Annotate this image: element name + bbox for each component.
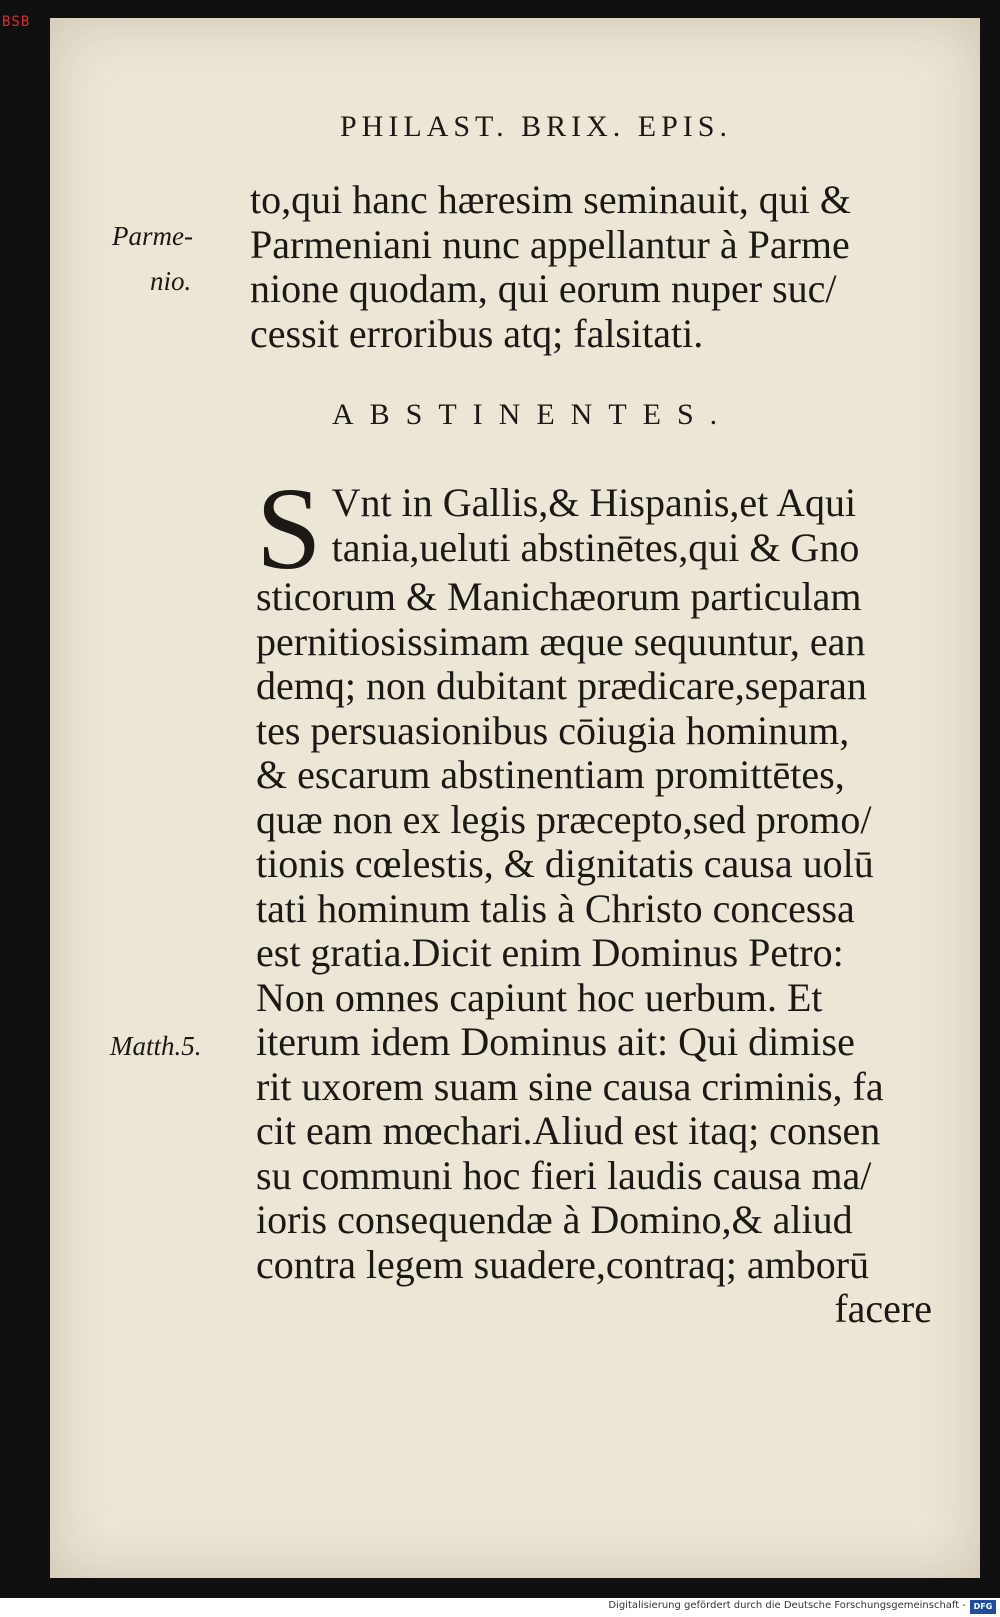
text-line: Vnt in Gallis,& Hispanis,et Aqui: [331, 481, 857, 525]
text-line: & escarum abstinentiam promittētes,: [256, 753, 845, 797]
text-line: iterum idem Dominus ait: Qui dimise: [256, 1020, 855, 1064]
margin-note-matth: Matth.5.: [110, 1031, 202, 1061]
text-line: tes persuasionibus cōiugia hominum,: [256, 708, 850, 753]
book-page: [50, 18, 980, 1578]
text-line: Non omnes capiunt hoc uerbum. Et: [256, 975, 823, 1020]
margin-note-parmenio-2: nio.: [150, 266, 192, 296]
catchword: facere: [834, 1287, 932, 1331]
text-line: cit eam mœchari.Aliud est itaq; consen: [256, 1109, 881, 1153]
main-text-block: [256, 463, 932, 1332]
text-line: contra legem suadere,contraq; amborū: [256, 1242, 870, 1287]
running-head: PHILAST. BRIX. EPIS.: [340, 110, 732, 143]
dfg-logo: DFG: [970, 1600, 996, 1614]
text-line: demq; non dubitant prædicare,separan: [256, 664, 867, 708]
text-line: Parmeniani nunc appellantur à Parme: [250, 222, 850, 267]
text-line: su communi hoc fieri laudis causa ma/: [256, 1153, 872, 1198]
text-line: cessit erroribus atq; falsitati.: [250, 311, 704, 356]
text-line: sticorum & Manichæorum particulam: [256, 575, 862, 619]
drop-cap: S: [256, 463, 322, 594]
text-line: ioris consequendæ à Domino,& aliud: [256, 1198, 853, 1242]
text-line: rit uxorem suam sine causa criminis, fa: [256, 1064, 884, 1109]
opening-text-block: [250, 178, 930, 356]
text-line: tionis cœlestis, & dignitatis causa uolū: [256, 842, 874, 886]
text-line: to,qui hanc hæresim seminauit, qui &: [250, 178, 852, 222]
text-line: tati hominum talis à Christo concessa: [256, 886, 855, 931]
text-line: tania,ueluti abstinētes,qui & Gno: [331, 525, 860, 570]
text-line: quæ non ex legis præcepto,sed promo/: [256, 797, 872, 842]
footer-credit: Digitalisierung gefördert durch die Deutsche Forschungsgemeinschaft -: [608, 1600, 966, 1611]
margin-note-parmenio-1: Parme-: [112, 221, 193, 251]
text-line: est gratia.Dicit enim Dominus Petro:: [256, 931, 844, 975]
section-heading: ABSTINENTES.: [332, 398, 734, 431]
library-mark: BSB: [2, 14, 31, 30]
text-line: pernitiosissimam æque sequuntur, ean: [256, 619, 866, 664]
text-line: nione quodam, qui eorum nuper suc/: [250, 267, 837, 311]
